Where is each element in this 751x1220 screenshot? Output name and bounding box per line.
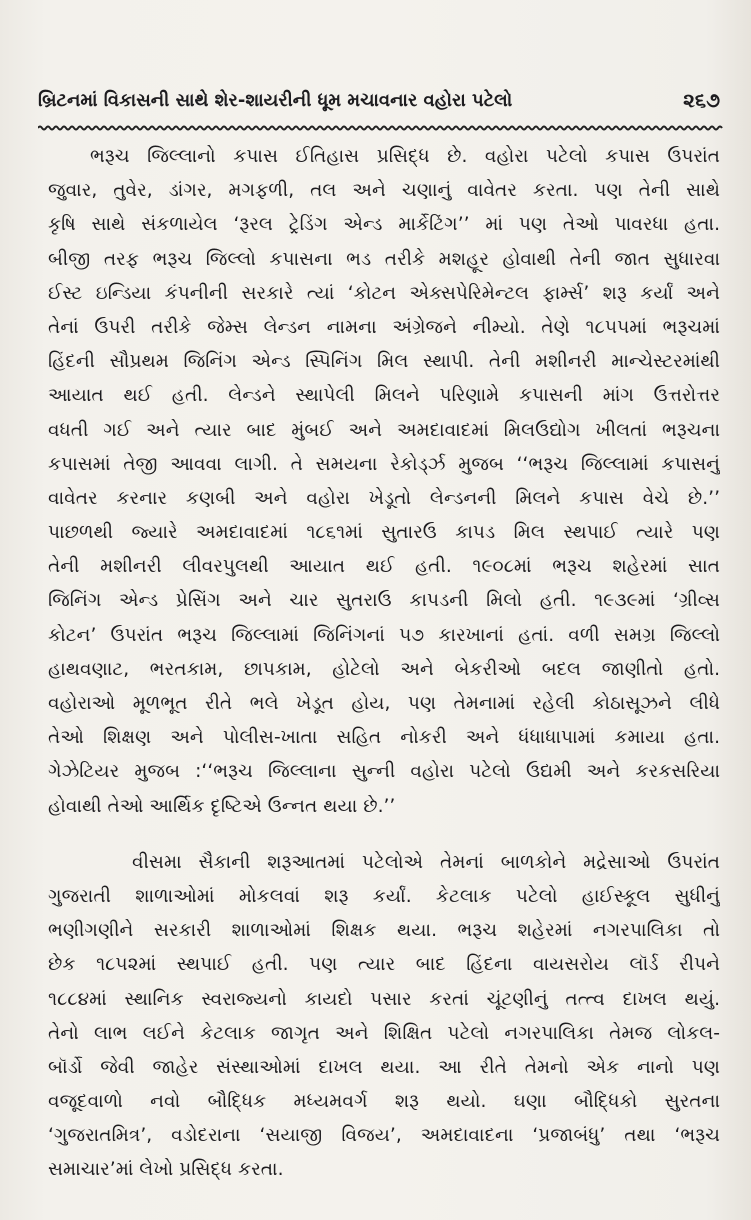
text-line: હોવાથી તેઓ આર્થિક દૃષ્ટિએ ઉન્નત થયા છે.’’: [48, 795, 396, 817]
text-line: ગેઝેટિયર મુજબ :‘‘ભરૂચ જિલ્લાના સુન્ની વહોરા પટેલો ઉદ્યમી અને કરકસરિયા: [48, 761, 720, 783]
text-line: વધતી ગઈ અને ત્યાર બાદ મુંબઈ અને અમદાવાદમાં મિલઉદ્યોગ ખીલતાં ભરૂચના: [48, 419, 720, 441]
text-line: બીજી તરફ ભરૂચ જિલ્લો કપાસના ભડ તરીકે મશહૂર હોવાથી તેની જાત સુધારવા: [48, 248, 720, 270]
paragraph-2: [48, 846, 720, 1188]
text-line: આયાત થઈ હતી. લેન્ડને સ્થાપેલી મિલને પરિણામે કપાસની માંગ ઉત્તરોત્તર: [48, 385, 720, 407]
page-number: ૨૬૭: [683, 88, 720, 112]
text-line: ૧૮૮૪માં સ્થાનિક સ્વરાજ્યનો કાયદો પસાર કરતાં ચૂંટણીનું તત્ત્વ દાખલ થયું.: [48, 988, 720, 1010]
text-line: પાછળથી જ્યારે અમદાવાદમાં ૧૮૬૧માં સુતારઉ કાપડ મિલ સ્થપાઈ ત્યારે પણ: [48, 522, 720, 544]
text-line: બૉર્ડો જેવી જાહેર સંસ્થાઓમાં દાખલ થયા. આ રીતે તેમનો એક નાનો પણ: [48, 1056, 720, 1078]
text-line: હાથવણાટ, ભરતકામ, છાપકામ, હોટેલો અને બેકરીઓ બદલ જાણીતો હતો.: [48, 658, 720, 680]
text-line: તેની મશીનરી લીવરપુલથી આયાત થઈ હતી. ૧૯૦૮માં ભરૂચ શહેરમાં સાત: [48, 556, 720, 578]
header-rule-divider: [38, 124, 723, 132]
text-line: ભરૂચ જિલ્લાનો કપાસ ઈતિહાસ પ્રસિદ્ધ છે. વહોરા પટેલો કપાસ ઉપરાંત: [90, 146, 720, 167]
running-title: બ્રિટનમાં વિકાસની સાથે શેર-શાયરીની ધૂમ મચાવનાર વહોરા પટેલો: [38, 90, 513, 111]
text-line: હિંદની સૌપ્રથમ જિનિંગ એન્ડ સ્પિનિંગ મિલ સ્થાપી. તેની મશીનરી માન્ચેસ્ટરમાંથી: [48, 351, 720, 373]
text-line: વાવેતર કરનાર કણબી અને વહોરા ખેડૂતો લેન્ડનની મિલને કપાસ વેચે છે.’’: [48, 487, 720, 509]
page-header: [38, 86, 720, 122]
text-line: કપાસમાં તેજી આવવા લાગી. તે સમયના રેકોર્ડ્ઝ મુજબ ‘‘ભરૂચ જિલ્લામાં કપાસનું: [48, 453, 720, 475]
text-line: વજૂદવાળો નવો બૌદ્ધિક મધ્યમવર્ગ શરૂ થયો. ઘણા બૌદ્ધિકો સુરતના: [48, 1091, 720, 1113]
text-line: ગુજરાતી શાળાઓમાં મોકલવાં શરૂ કર્યાં. કેટલાક પટેલો હાઈસ્કૂલ સુધીનું: [48, 885, 720, 907]
text-line: તેનાં ઉપરી તરીકે જેમ્સ લેન્ડન નામના અંગ્રેજને નીમ્યો. તેણે ૧૮૫૫માં ભરૂચમાં: [48, 316, 720, 338]
text-line: જુવાર, તુવેર, ડાંગર, મગફળી, તલ અને ચણાનું વાવેતર કરતા. પણ તેની સાથે: [48, 180, 720, 202]
text-line: વહોરાઓ મૂળભૂત રીતે ભલે ખેડૂત હોય, પણ તેમનામાં રહેલી કોઠાસૂઝને લીધે: [48, 693, 720, 714]
text-line: જિનિંગ એન્ડ પ્રેસિંગ અને ચાર સુતરાઉ કાપડની મિલો હતી. ૧૯૩૯માં ‘ગ્રીવ્સ: [48, 590, 720, 612]
text-line: સમાચાર’માં લેખો પ્રસિદ્ધ કરતા.: [48, 1159, 284, 1181]
text-line: વીસમા સૈકાની શરૂઆતમાં પટેલોએ તેમનાં બાળકોને મદ્રેસાઓ ઉપરાંત: [132, 851, 720, 873]
text-line: ‘ગુજરાતમિત્ર’, વડોદરાના ‘સયાજી વિજય’, અમદાવાદના ‘પ્રજાબંધુ’ તથા ‘ભરૂચ: [48, 1125, 720, 1147]
text-line: તેઓ શિક્ષણ અને પોલીસ-ખાતા સહિત નોકરી અને ધંધાધાપામાં કમાયા હતા.: [48, 727, 720, 749]
text-line: કોટન’ ઉપરાંત ભરૂચ જિલ્લામાં જિનિંગનાં ૫૭ કારખાનાં હતાં. વળી સમગ્ર જિલ્લો: [48, 624, 720, 646]
text-line: કૃષિ સાથે સંકળાયેલ ‘રૂરલ ટ્રેડિંગ એન્ડ માર્કેટિંગ’’ માં પણ તેઓ પાવરધા હતા.: [48, 214, 720, 236]
body-text: [48, 140, 720, 1188]
paragraph-1: [48, 140, 720, 824]
text-line: છેક ૧૮૫૨માં સ્થપાઈ હતી. પણ ત્યાર બાદ હિંદના વાયસરોય લૉર્ડ રીપને: [48, 954, 720, 976]
text-line: ભણીગણીને સરકારી શાળાઓમાં શિક્ષક થયા. ભરૂચ શહેરમાં નગરપાલિકા તો: [48, 920, 720, 942]
text-line: તેનો લાભ લઈને કેટલાક જાગૃત અને શિક્ષિત પટેલો નગરપાલિકા તેમજ લોકલ-: [48, 1022, 720, 1044]
text-line: ઈસ્ટ ઇન્ડિયા કંપનીની સરકારે ત્યાં ‘કોટન એક્સપેરિમેન્ટલ ફાર્મ્સ’ શરૂ કર્યાં અને: [48, 282, 720, 304]
